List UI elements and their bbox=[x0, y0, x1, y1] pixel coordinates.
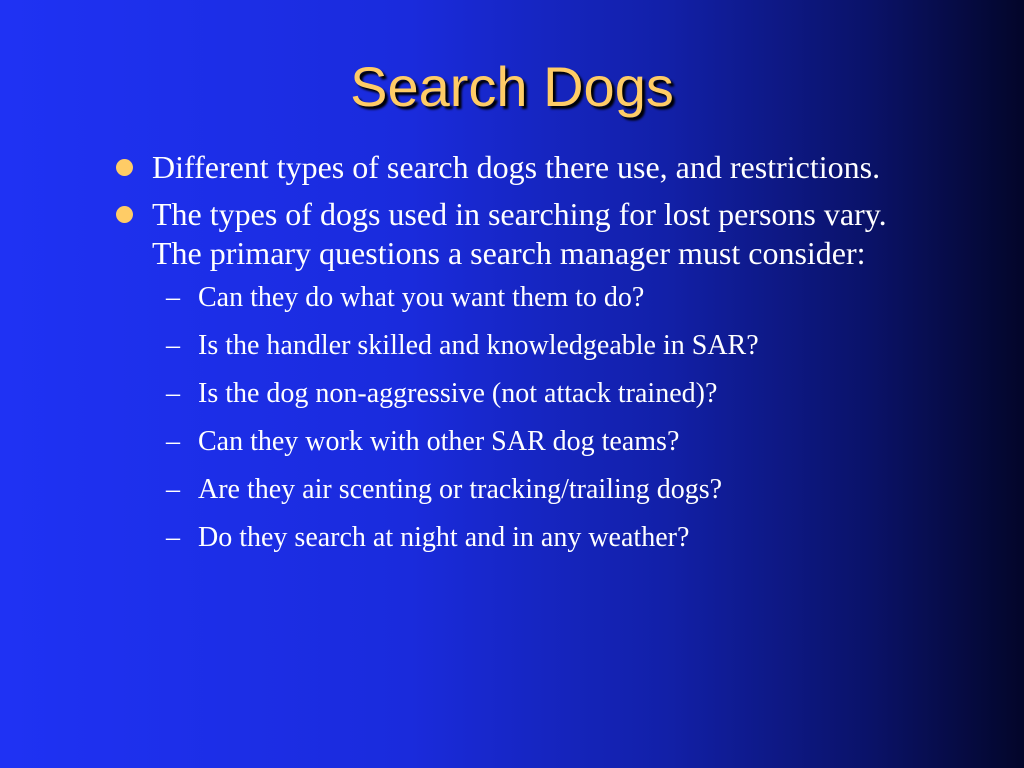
dash-icon: – bbox=[166, 282, 180, 313]
sub-bullet-item bbox=[112, 425, 902, 459]
slide-title: Search Dogs bbox=[350, 55, 674, 118]
dash-icon: – bbox=[166, 522, 180, 553]
sub-bullet-item bbox=[112, 281, 902, 315]
sub-bullet-text: Are they air scenting or tracking/trailing dogs? bbox=[198, 474, 723, 505]
bullet-dot-icon bbox=[116, 159, 133, 176]
dash-icon: – bbox=[166, 474, 180, 505]
bullet-text: The types of dogs used in searching for lost persons vary. The primary questions a search manager must consider: bbox=[152, 196, 887, 271]
dash-icon: – bbox=[166, 378, 180, 409]
sub-bullet-list bbox=[112, 281, 902, 555]
dash-icon: – bbox=[166, 426, 180, 457]
sub-bullet-item bbox=[112, 521, 902, 555]
slide-content bbox=[112, 148, 902, 569]
sub-bullet-text: Is the dog non-aggressive (not attack trained)? bbox=[198, 378, 718, 409]
bullet-item bbox=[112, 148, 902, 187]
bullet-dot-icon bbox=[116, 206, 133, 223]
sub-bullet-item bbox=[112, 329, 902, 363]
sub-bullet-text: Can they do what you want them to do? bbox=[198, 282, 645, 313]
sub-bullet-text: Is the handler skilled and knowledgeable in SAR? bbox=[198, 330, 759, 361]
bullet-item bbox=[112, 195, 902, 273]
dash-icon: – bbox=[166, 330, 180, 361]
sub-bullet-item bbox=[112, 377, 902, 411]
sub-bullet-text: Do they search at night and in any weather? bbox=[198, 522, 690, 553]
sub-bullet-item bbox=[112, 473, 902, 507]
bullet-text: Different types of search dogs there use, and restrictions. bbox=[152, 149, 881, 185]
sub-bullet-text: Can they work with other SAR dog teams? bbox=[198, 426, 680, 457]
